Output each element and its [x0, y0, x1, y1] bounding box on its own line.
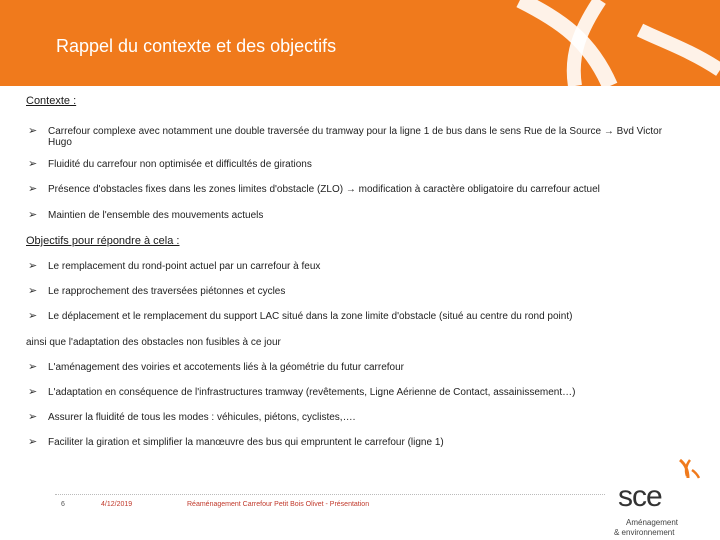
slide-title: Rappel du contexte et des objectifs	[56, 36, 337, 56]
logo-mark-icon	[676, 458, 700, 480]
objectives-heading: Objectifs pour répondre à cela :	[26, 235, 180, 247]
list-item-text: L'adaptation en conséquence de l'infrastructures tramway (revêtements, Ligne Aérienne de Contact, assainissement…)	[48, 387, 576, 398]
arrow-bullet-icon: ➢	[28, 183, 38, 195]
list-item-text: Carrefour complexe avec notamment une double traversée du tramway pour la ligne 1 de bus dans le sens Rue de la Source → Bvd Victor Hugo	[48, 126, 663, 148]
list-item-text: Le rapprochement des traversées piétonnes et cycles	[48, 286, 286, 297]
arrow-bullet-icon: ➢	[28, 386, 38, 398]
list-item-text: Le déplacement et le remplacement du support LAC situé dans la zone limite d'obstacle (situé au centre du rond point)	[48, 311, 573, 322]
context-heading: Contexte :	[26, 95, 77, 107]
list-item-text: Assurer la fluidité de tous les modes : véhicules, piétons, cyclistes,….	[48, 412, 356, 423]
company-logo	[612, 458, 712, 540]
arrow-bullet-icon: ➢	[28, 285, 38, 297]
objectives-note: ainsi que l'adaptation des obstacles non fusibles à ce jour	[26, 337, 281, 348]
logo-wordmark: sce	[618, 480, 662, 513]
page-number: 6	[61, 501, 65, 508]
slide-footer	[55, 494, 605, 508]
arrow-bullet-icon: ➢	[28, 209, 38, 221]
logo-tagline: Aménagement	[626, 518, 679, 527]
list-item-text: Fluidité du carrefour non optimisée et difficultés de girations	[48, 159, 312, 170]
slide-header	[0, 0, 720, 86]
arrow-bullet-icon: ➢	[28, 158, 38, 170]
arrow-bullet-icon: ➢	[28, 411, 38, 423]
list-item-text: Faciliter la giration et simplifier la manœuvre des bus qui empruntent le carrefour (ligne 1)	[48, 437, 444, 448]
arrow-bullet-icon: ➢	[28, 436, 38, 448]
arrow-bullet-icon: ➢	[28, 125, 38, 137]
logo-tagline: & environnement	[614, 528, 675, 537]
footer-title: Réaménagement Carrefour Petit Bois Olivet - Présentation	[187, 501, 370, 508]
list-item-text: Maintien de l'ensemble des mouvements actuels	[48, 210, 264, 221]
footer-date: 4/12/2019	[101, 501, 133, 508]
arrow-bullet-icon: ➢	[28, 260, 38, 272]
list-item-text: Présence d'obstacles fixes dans les zones limites d'obstacle (ZLO) → modification à caractère obligatoire du carrefour actuel	[48, 184, 600, 195]
list-item-text: Le remplacement du rond-point actuel par un carrefour à feux	[48, 261, 321, 272]
arrow-bullet-icon: ➢	[28, 310, 38, 322]
list-item-text: L'aménagement des voiries et accotements liés à la géométrie du futur carrefour	[48, 362, 404, 373]
arrow-bullet-icon: ➢	[28, 361, 38, 373]
